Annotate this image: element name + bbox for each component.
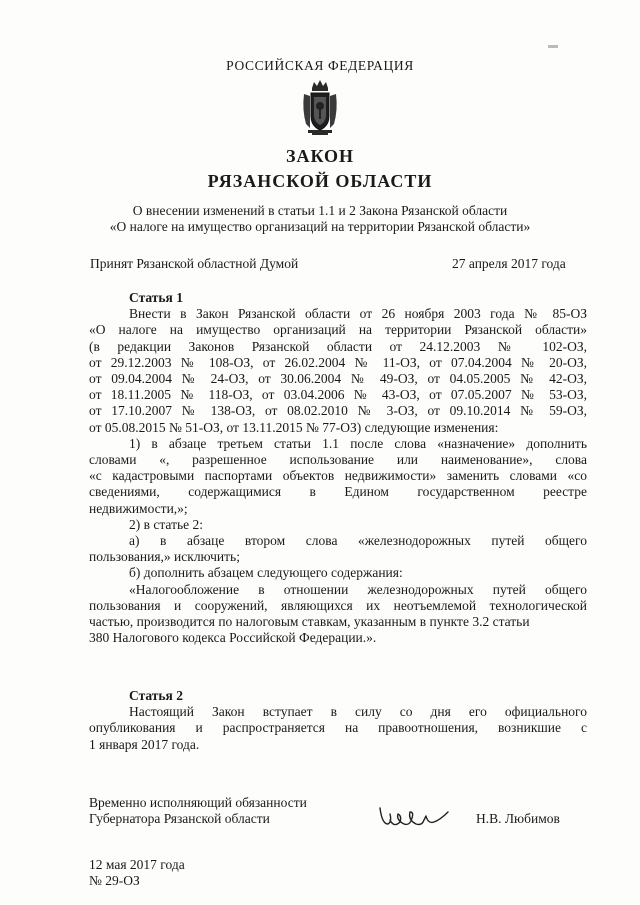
article-2-line: 1 января 2017 года. [89, 736, 200, 752]
article-1 [89, 290, 587, 646]
article-2-line: опубликования и распространяется на правоотношения, возникшие с [89, 720, 587, 736]
handwritten-signature-icon [376, 798, 456, 832]
item-1-line: 1) в абзаце третьем статьи 1.1 после слова «назначение» дополнить [129, 435, 587, 451]
law-subtitle-line1: О внесении изменений в статьи 1.1 и 2 Закона Рязанской области [132, 203, 508, 218]
adoption-date: 27 апреля 2017 года [452, 256, 566, 271]
article-1-intro-line: от 17.10.2007 № 138-ОЗ, от 08.02.2010 № 3-ОЗ, от 09.10.2014 № 59-ОЗ, [89, 403, 587, 419]
law-title: ЗАКОН [285, 146, 355, 166]
article-1-intro-line: от 29.12.2003 № 108-ОЗ, от 26.02.2004 № 11-ОЗ, от 07.04.2004 № 20-ОЗ, [89, 354, 587, 370]
country-heading: РОССИЙСКАЯ ФЕДЕРАЦИЯ [226, 58, 414, 73]
article-1-intro-line: (в редакции Законов Рязанской области от 24.12.2003 № 102-ОЗ, [89, 338, 587, 354]
article-1-intro-line: «О налоге на имущество организаций на территории Рязанской области» [89, 322, 587, 338]
item-2a-line: пользования,» исключить; [89, 549, 240, 565]
item-2b: б) дополнить абзацем следующего содержания: [129, 565, 403, 581]
article-1-heading: Статья 1 [129, 290, 183, 305]
law-number: № 29-ОЗ [89, 873, 140, 888]
coat-of-arms-icon [300, 80, 340, 136]
signatory-position-line2: Губернатора Рязанской области [89, 811, 270, 826]
item-2: 2) в статье 2: [129, 516, 203, 532]
article-2 [89, 688, 587, 753]
article-1-intro-line: Внести в Закон Рязанской области от 26 ноября 2003 года № 85-ОЗ [129, 306, 587, 322]
item-1-line: словами «, разрешенное использование или наименование», слова [89, 452, 587, 468]
article-1-intro-line: от 18.11.2005 № 118-ОЗ, от 03.04.2006 № 43-ОЗ, от 07.05.2007 № 53-ОЗ, [89, 387, 587, 403]
article-2-heading: Статья 2 [129, 688, 183, 703]
scan-mark [548, 36, 558, 40]
article-2-line: Настоящий Закон вступает в силу со дня его официального [129, 704, 587, 720]
item-1-line: «с кадастровыми паспортами объектов недвижимости» заменить словами «со [89, 468, 587, 484]
law-region-title: РЯЗАНСКОЙ ОБЛАСТИ [207, 171, 433, 191]
quote-line: «Налогообложение в отношении железнодорожных путей общего [129, 581, 587, 597]
signing-date: 12 мая 2017 года [89, 857, 185, 872]
law-subtitle-line2: «О налоге на имущество организаций на территории Рязанской области» [109, 219, 531, 234]
item-1-line: сведениями, содержащимися в Едином государственном реестре [89, 484, 587, 500]
signatory-position-line1: Временно исполняющий обязанности [89, 795, 307, 810]
quote-line: пользования и сооружений, являющихся их неотъемлемой технологической [89, 597, 587, 613]
article-1-intro-line: от 05.08.2015 № 51-ОЗ, от 13.11.2015 № 77-ОЗ) следующие изменения: [89, 419, 499, 435]
article-1-intro-line: от 09.04.2004 № 24-ОЗ, от 30.06.2004 № 49-ОЗ, от 04.05.2005 № 42-ОЗ, [89, 371, 587, 387]
item-1-line: недвижимости,»; [89, 500, 188, 516]
quote-line: 380 Налогового кодекса Российской Федерации.». [89, 630, 377, 646]
item-2a-line: а) в абзаце втором слова «железнодорожных путей общего [129, 533, 587, 549]
signer-name: Н.В. Любимов [476, 811, 560, 826]
quote-line: частью, производится по налоговым ставкам, указанным в пункте 3.2 статьи [89, 614, 530, 630]
adopted-by: Принят Рязанской областной Думой [90, 256, 299, 271]
